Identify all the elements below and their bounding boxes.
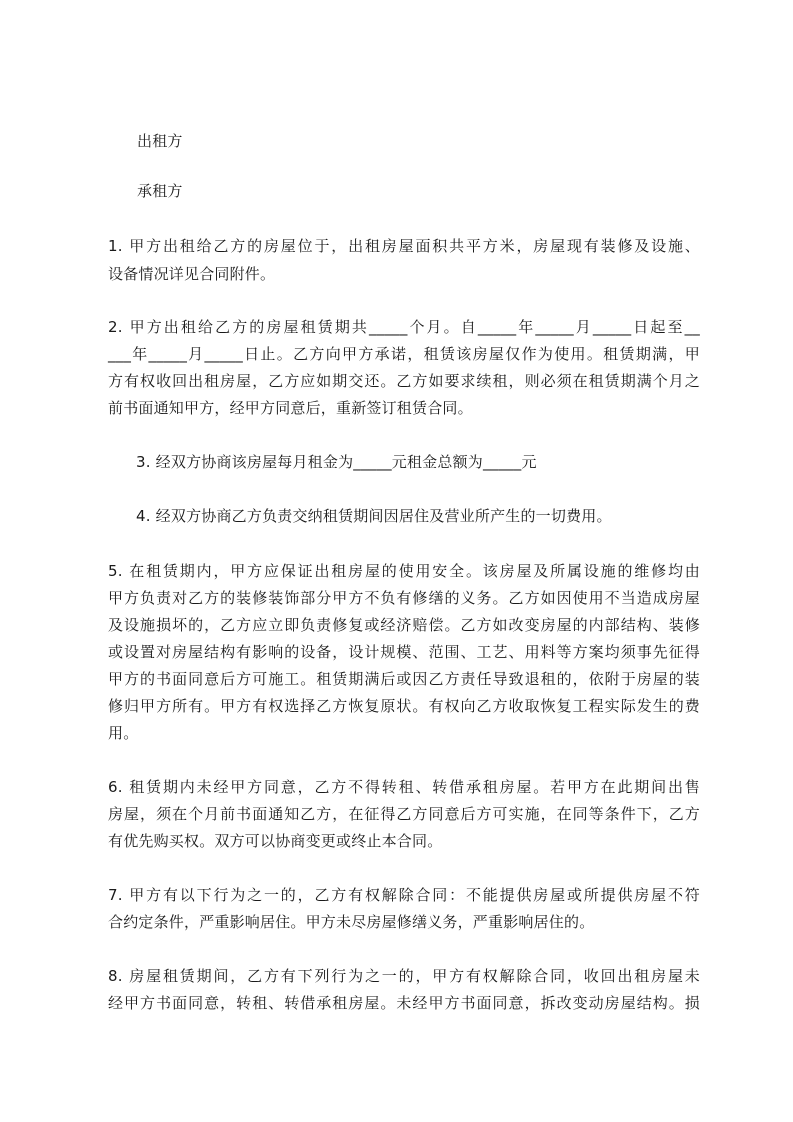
- clause-6-line-2: 房屋，须在个月前书面通知乙方，在征得乙方同意后方可实施，在同等条件下，乙方: [108, 805, 700, 823]
- clause-5-line-4: 或设置对房屋结构有影响的设备，设计规模、范围、工艺、用料等方案均须事先征得: [108, 643, 700, 661]
- clause-3-line-1: 3. 经双方协商该房屋每月租金为_____元租金总额为_____元: [136, 453, 537, 471]
- clause-8-line-1: 8. 房屋租赁期间，乙方有下列行为之一的，甲方有权解除合同，收回出租房屋未: [108, 967, 700, 985]
- clause-8-line-2: 经甲方书面同意，转租、转借承租房屋。未经甲方书面同意，拆改变动房屋结构。损: [108, 994, 700, 1012]
- clause-4-line-1: 4. 经双方协商乙方负责交纳租赁期间因居住及营业所产生的一切费用。: [136, 507, 612, 525]
- clause-5-line-1: 5. 在租赁期内，甲方应保证出租房屋的使用安全。该房屋及所属设施的维修均由: [108, 562, 700, 580]
- clause-7-line-2: 合约定条件，严重影响居住。甲方未尽房屋修缮义务，严重影响居住的。: [108, 913, 595, 931]
- clause-5-line-2: 甲方负责对乙方的装修装饰部分甲方不负有修缮的义务。乙方如因使用不当造成房屋: [108, 589, 700, 607]
- clause-5-line-5: 甲方的书面同意后方可施工。租赁期满后或因乙方责任导致退租的，依附于房屋的装: [108, 670, 700, 688]
- clause-6-line-1: 6. 租赁期内未经甲方同意，乙方不得转租、转借承租房屋。若甲方在此期间出售: [108, 778, 700, 796]
- clause-1-line-2: 设备情况详见合同附件。: [108, 265, 276, 283]
- clause-5-line-6: 修归甲方所有。甲方有权选择乙方恢复原状。有权向乙方收取恢复工程实际发生的费: [108, 697, 700, 715]
- clause-5-line-7: 用。: [108, 724, 139, 742]
- clause-7-line-1: 7. 甲方有以下行为之一的，乙方有权解除合同：不能提供房屋或所提供房屋不符: [108, 886, 700, 904]
- lessee-label: 承租方: [137, 182, 183, 200]
- clause-6-line-3: 有优先购买权。双方可以协商变更或终止本合同。: [108, 832, 443, 850]
- clause-2-line-2: ___年_____月_____日止。乙方向甲方承诺，租赁该房屋仅作为使用。租赁期满，甲: [108, 345, 700, 363]
- clause-2-line-3: 方有权收回出租房屋，乙方应如期交还。乙方如要求续租，则必须在租赁期满个月之: [108, 372, 700, 390]
- clause-5-line-3: 及设施损坏的，乙方应立即负责修复或经济赔偿。乙方如改变房屋的内部结构、装修: [108, 616, 700, 634]
- clause-2-line-1: 2. 甲方出租给乙方的房屋租赁期共_____个月。自_____年_____月_____日起至__: [108, 318, 700, 336]
- clause-2-line-4: 前书面通知甲方，经甲方同意后，重新签订租赁合同。: [108, 399, 473, 417]
- lessor-label: 出租方: [137, 132, 183, 150]
- clause-1-line-1: 1. 甲方出租给乙方的房屋位于，出租房屋面积共平方米，房屋现有装修及设施、: [108, 237, 700, 255]
